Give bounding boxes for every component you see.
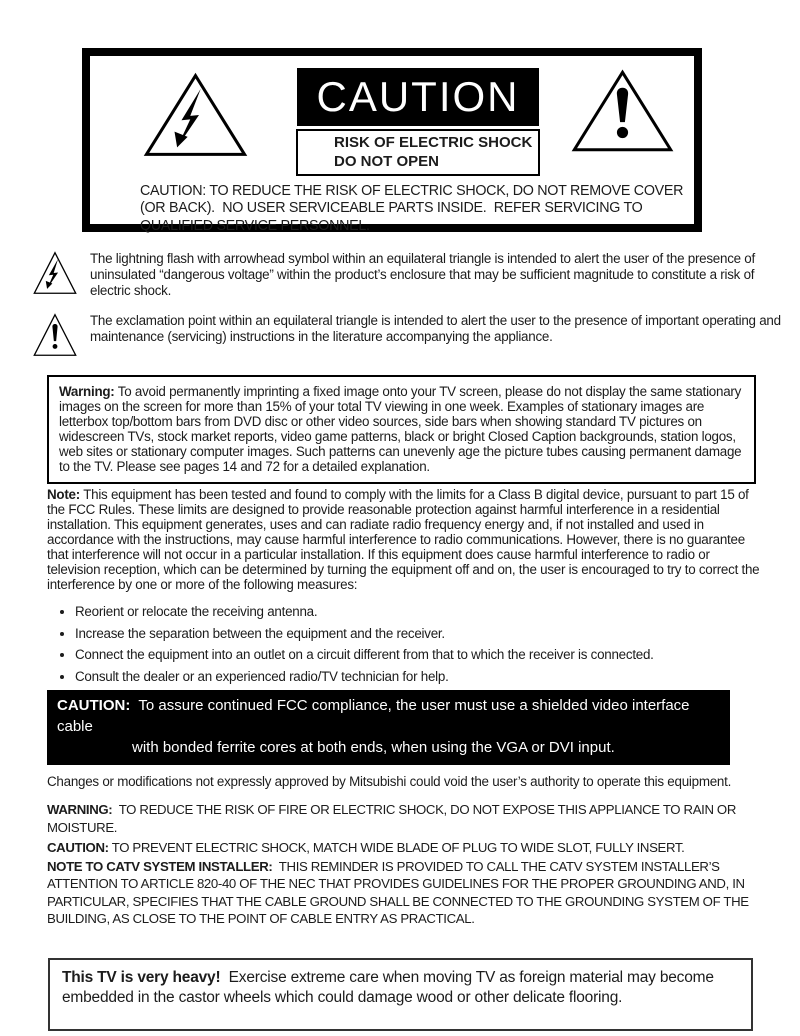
heavy-tv-warning-label: This TV is very heavy!: [62, 968, 221, 986]
list-item: • Increase the separation between the equipment and the receiver.: [75, 626, 800, 641]
rain-warning-paragraph: [47, 801, 759, 836]
caution-header-group: [296, 68, 540, 176]
rain-warning-label: WARNING:: [47, 802, 113, 817]
fcc-note-label: Note:: [47, 487, 80, 502]
list-item: • Consult the dealer or an experienced radio/TV technician for help.: [75, 669, 800, 684]
caution-panel: [82, 48, 702, 232]
catv-note-label: NOTE TO CATV SYSTEM INSTALLER:: [47, 858, 273, 874]
plug-caution-label: CAUTION:: [47, 840, 109, 855]
rain-warning-text: TO REDUCE THE RISK OF FIRE OR ELECTRIC SHOCK, DO NOT EXPOSE THIS APPLIANCE TO RAIN OR MOISTURE.: [47, 802, 740, 835]
heavy-tv-warning-text: [62, 968, 741, 1009]
caution-panel-text: CAUTION: TO REDUCE THE RISK OF ELECTRIC SHOCK, DO NOT REMOVE COVER (OR BACK). NO USER SERVICEABLE PARTS INSIDE. REFER SERVICING TO QUALIFIED SERVICE PERSONNEL.: [140, 183, 687, 234]
risk-line-1: RISK OF ELECTRIC SHOCK: [334, 134, 533, 151]
fcc-note-body: This equipment has been tested and found to comply with the limits for a Class B digital device, pursuant to part 15 of the FCC Rules. These limits are designed to provide reasonable protection against harmful interference in a residential installation. This equipment generates, uses and can radiate radio frequency energy and, if not installed and used in accordance with the instructions, may cause harmful interference to radio communications. However, there is no guarantee that interference will not occur in a particular installation. If this equipment does cause harmful interference to radio or television reception, which can be determined by turning the equipment off and on, the user is encouraged to try to correct the interference by one or more of the following measures:: [47, 487, 763, 592]
lightning-notice: [33, 250, 800, 299]
burn-in-warning-body: To avoid permanently imprinting a fixed image onto your TV screen, please do not display the same stationary images on the screen for more than 15% of your total TV viewing in one week. Examples of stationary images are letterbox top/bottom bars from DVD disc or other video sources, side bars when showing standard TV pictures on widescreen TVs, stock market reports, video game patterns, black or bright Closed Caption backgrounds, station logos, web sites or stationary computer images. Such patterns can unevenly age the picture tubes causing permanent damage to the TV. Please see pages 14 and 72 for a detailed explanation.: [59, 384, 745, 474]
lightning-bolt-triangle-icon: [33, 250, 77, 296]
lightning-notice-text: The lightning flash with arrowhead symbol within an equilateral triangle is intended to alert the user of the presence of uninsulated “dangerous voltage” within the product’s enclosure that may be sufficient magnitude to constitute a risk of electric shock.: [90, 251, 759, 298]
fcc-compliance-caution-bar: [47, 690, 730, 765]
exclamation-notice: [33, 312, 800, 358]
exclamation-notice-text: The exclamation point within an equilateral triangle is intended to alert the user to the presence of important operating and maintenance (servicing) instructions in the literature accompanying the appliance.: [90, 313, 785, 344]
plug-caution-text: TO PREVENT ELECTRIC SHOCK, MATCH WIDE BLADE OF PLUG TO WIDE SLOT, FULLY INSERT.: [108, 840, 685, 855]
fcc-class-b-note: [47, 487, 762, 592]
interference-measures-list: [0, 604, 800, 684]
fcc-bar-text: To assure continued FCC compliance, the user must use a shielded video interface cable: [57, 697, 694, 735]
modifications-paragraph: Changes or modifications not expressly approved by Mitsubishi could void the user’s authority to operate this equipment.: [47, 774, 732, 789]
fcc-bar-line-1: [57, 695, 722, 737]
list-item: • Connect the equipment into an outlet on a circuit different from that to which the receiver is connected.: [75, 647, 800, 662]
heavy-tv-warning-body: Exercise extreme care when moving TV as foreign material may become embedded in the castor wheels which could damage wood or other delicate flooring.: [62, 968, 718, 1006]
fcc-bar-line-2: with bonded ferrite cores at both ends, when using the VGA or DVI input.: [132, 739, 615, 756]
caution-title: CAUTION: [297, 68, 539, 126]
burn-in-warning-text: [59, 384, 746, 474]
caution-panel-header-row: [90, 56, 694, 176]
burn-in-warning-box: [47, 375, 756, 484]
fcc-bar-label: CAUTION:: [57, 697, 131, 714]
risk-line-2: DO NOT OPEN: [334, 152, 440, 170]
exclamation-triangle-icon: [33, 312, 77, 358]
risk-of-shock-box: [296, 129, 540, 176]
heavy-tv-warning-box: [48, 958, 753, 1031]
catv-installer-note-paragraph: [47, 858, 759, 928]
burn-in-warning-label: Warning:: [59, 384, 115, 399]
plug-caution-paragraph: [47, 839, 759, 857]
catv-note-text: THIS REMINDER IS PROVIDED TO CALL THE CATV SYSTEM INSTALLER’S ATTENTION TO ARTICLE 820-40 OF THE NEC THAT PROVIDES GUIDELINES FOR THE PROPER GROUNDING AND, IN PARTICULAR, SPECIFIES THAT THE CABLE GROUND SHALL BE CONNECTED TO THE GROUNDING SYSTEM OF THE BUILDING, AS CLOSE TO THE POINT OF CABLE ENTRY AS PRACTICAL.: [47, 858, 753, 926]
lightning-bolt-triangle-icon: [143, 71, 248, 159]
exclamation-triangle-icon: [570, 68, 675, 154]
list-item: • Reorient or relocate the receiving antenna.: [75, 604, 800, 619]
